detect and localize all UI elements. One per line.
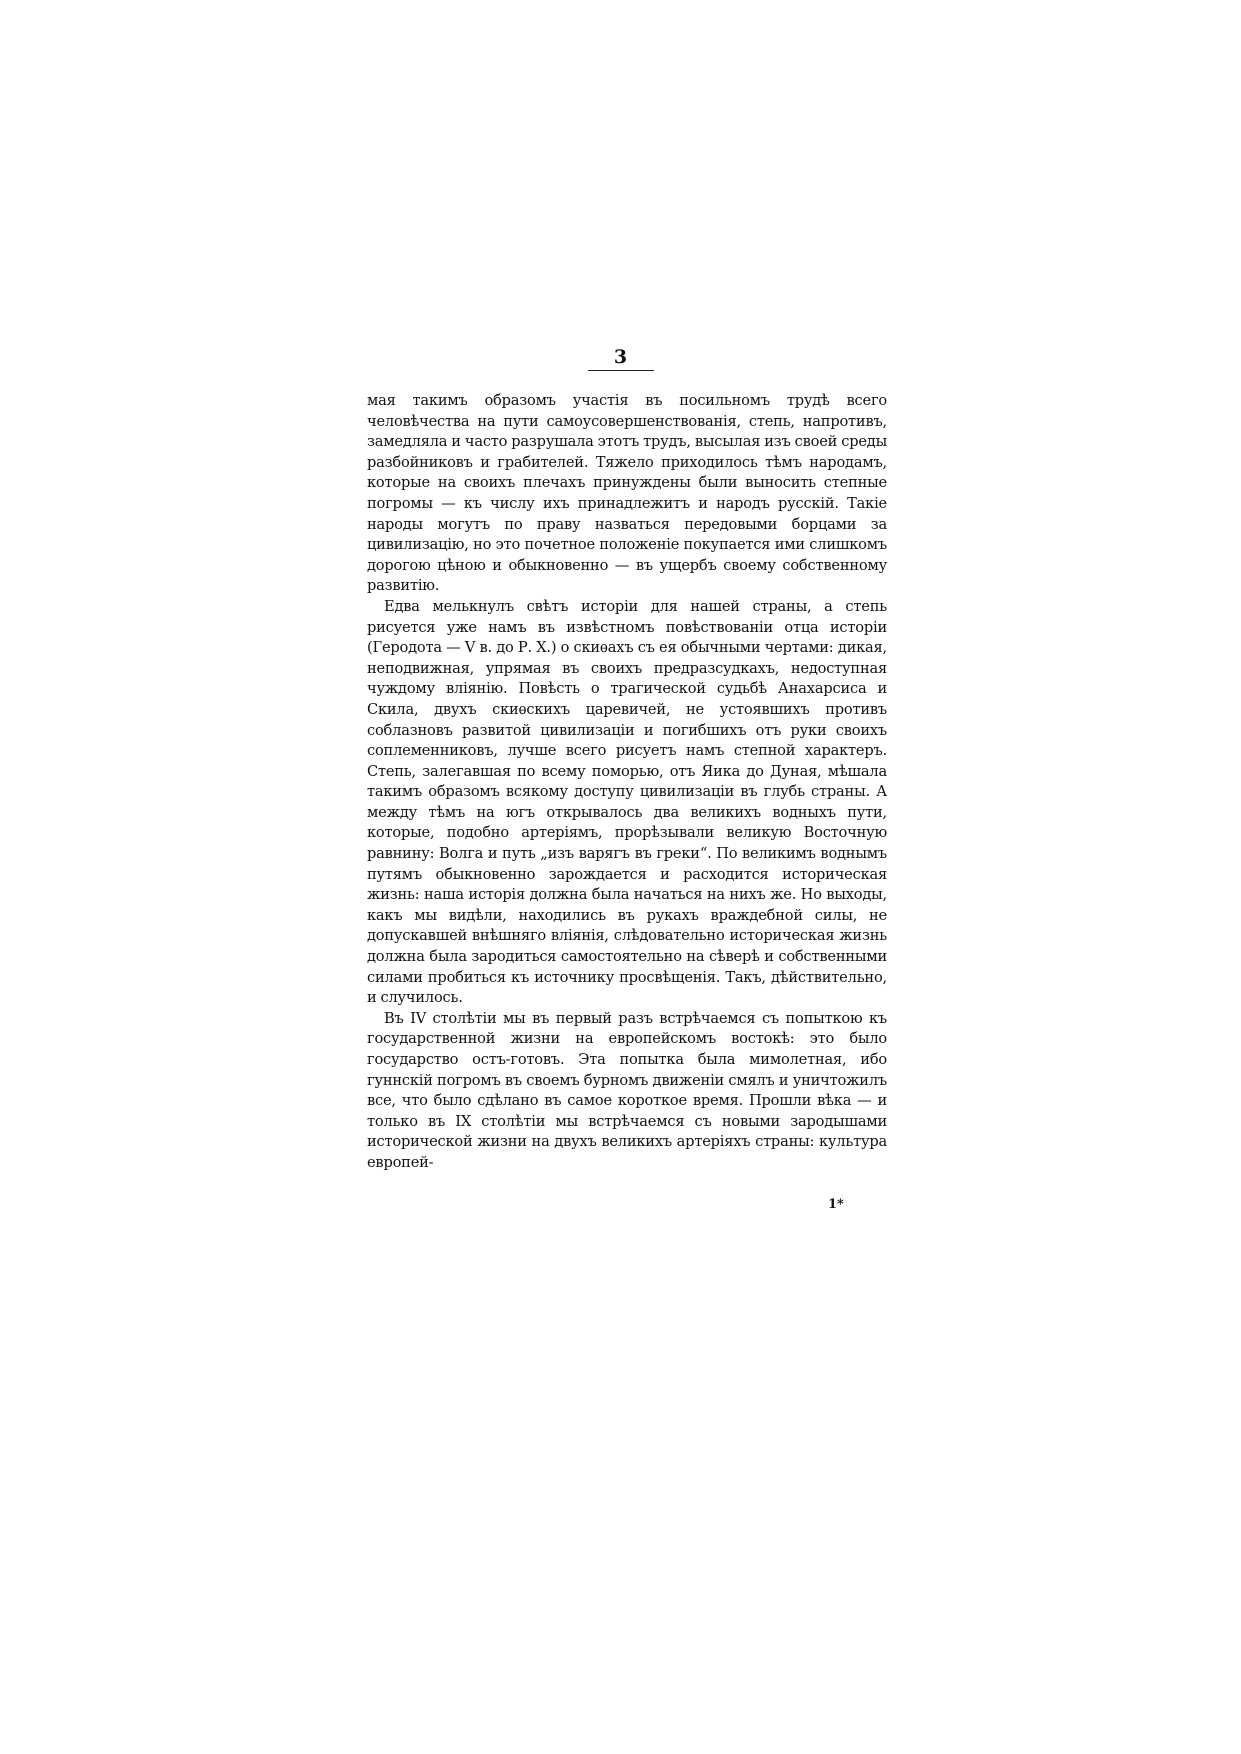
paragraph-1: мая такимъ образомъ участія въ посильномъ трудѣ всего человѣчества на пути самоусовершенствованія, степь, напротивъ, замедляла и часто разрушала этотъ трудъ, высылая изъ своей среды разбойниковъ и грабителей. Тяжело приходилось тѣмъ народамъ, которые на своихъ плечахъ принуждены были выносить степные погромы — къ числу ихъ принадлежитъ и народъ русскій. Такіе народы могутъ по праву назваться передовыми борцами за цивилизацію, но это почетное положеніе покупается ими слишкомъ дорогою цѣною и обыкновенно — въ ущербъ своему собственному развитію. — [367, 392, 887, 595]
paragraph-3: Въ IV столѣтіи мы въ первый разъ встрѣчаемся съ попыткою къ государственной жизни на европейскомъ востокѣ: это было государство остъ-готовъ. Эта попытка была мимолетная, ибо гуннскій погромъ въ своемъ бурномъ движеніи смялъ и уничтожилъ все, что было сдѣлано въ самое короткое время. Прошли вѣка — и только въ IX столѣтіи мы встрѣчаемся съ новыми зародышами исторической жизни на двухъ великихъ артеріяхъ страны: культура европей- — [367, 1009, 887, 1171]
page-number: 3 — [613, 346, 628, 368]
paragraph-2: Едва мелькнулъ свѣтъ исторіи для нашей страны, а степь рисуется уже намъ въ извѣстномъ повѣствованіи отца исторіи (Геродота — V в. до Р. Х.) о скиѳахъ съ ея обычными чертами: дикая, неподвижная, упрямая въ своихъ предразсудкахъ, недоступная чуждому вліянію. Повѣсть о трагической судьбѣ Анахарсиса и Скила, двухъ скиѳскихъ царевичей, не устоявшихъ противъ соблазновъ развитой цивилизаціи и погибшихъ отъ руки своихъ соплеменниковъ, лучше всего рисуетъ намъ степной характеръ. Степь, залегавшая по всему поморью, отъ Яика до Дуная, мѣшала такимъ образомъ всякому доступу цивилизаціи въ глубь страны. А между тѣмъ на югъ открывалось два великихъ водныхъ пути, которые, подобно артеріямъ, прорѣзывали великую Восточную равнину: Волга и путь „изъ варягъ въ греки“. По великимъ воднымъ путямъ обыкновенно зарождается и расходится историческая жизнь: наша исторія должна была начаться на нихъ же. Но выходы, какъ мы видѣли, находились въ рукахъ враждебной силы, не допускавшей внѣшняго вліянія, слѣдовательно историческая жизнь должна была зародиться самостоятельно на сѣверѣ и собственными силами пробиться къ источнику просвѣщенія. Такъ, дѣйствительно, и случилось. — [367, 597, 887, 1007]
signature-mark: 1* — [828, 1197, 844, 1212]
header-rule — [588, 370, 654, 371]
body-text — [367, 391, 887, 1174]
